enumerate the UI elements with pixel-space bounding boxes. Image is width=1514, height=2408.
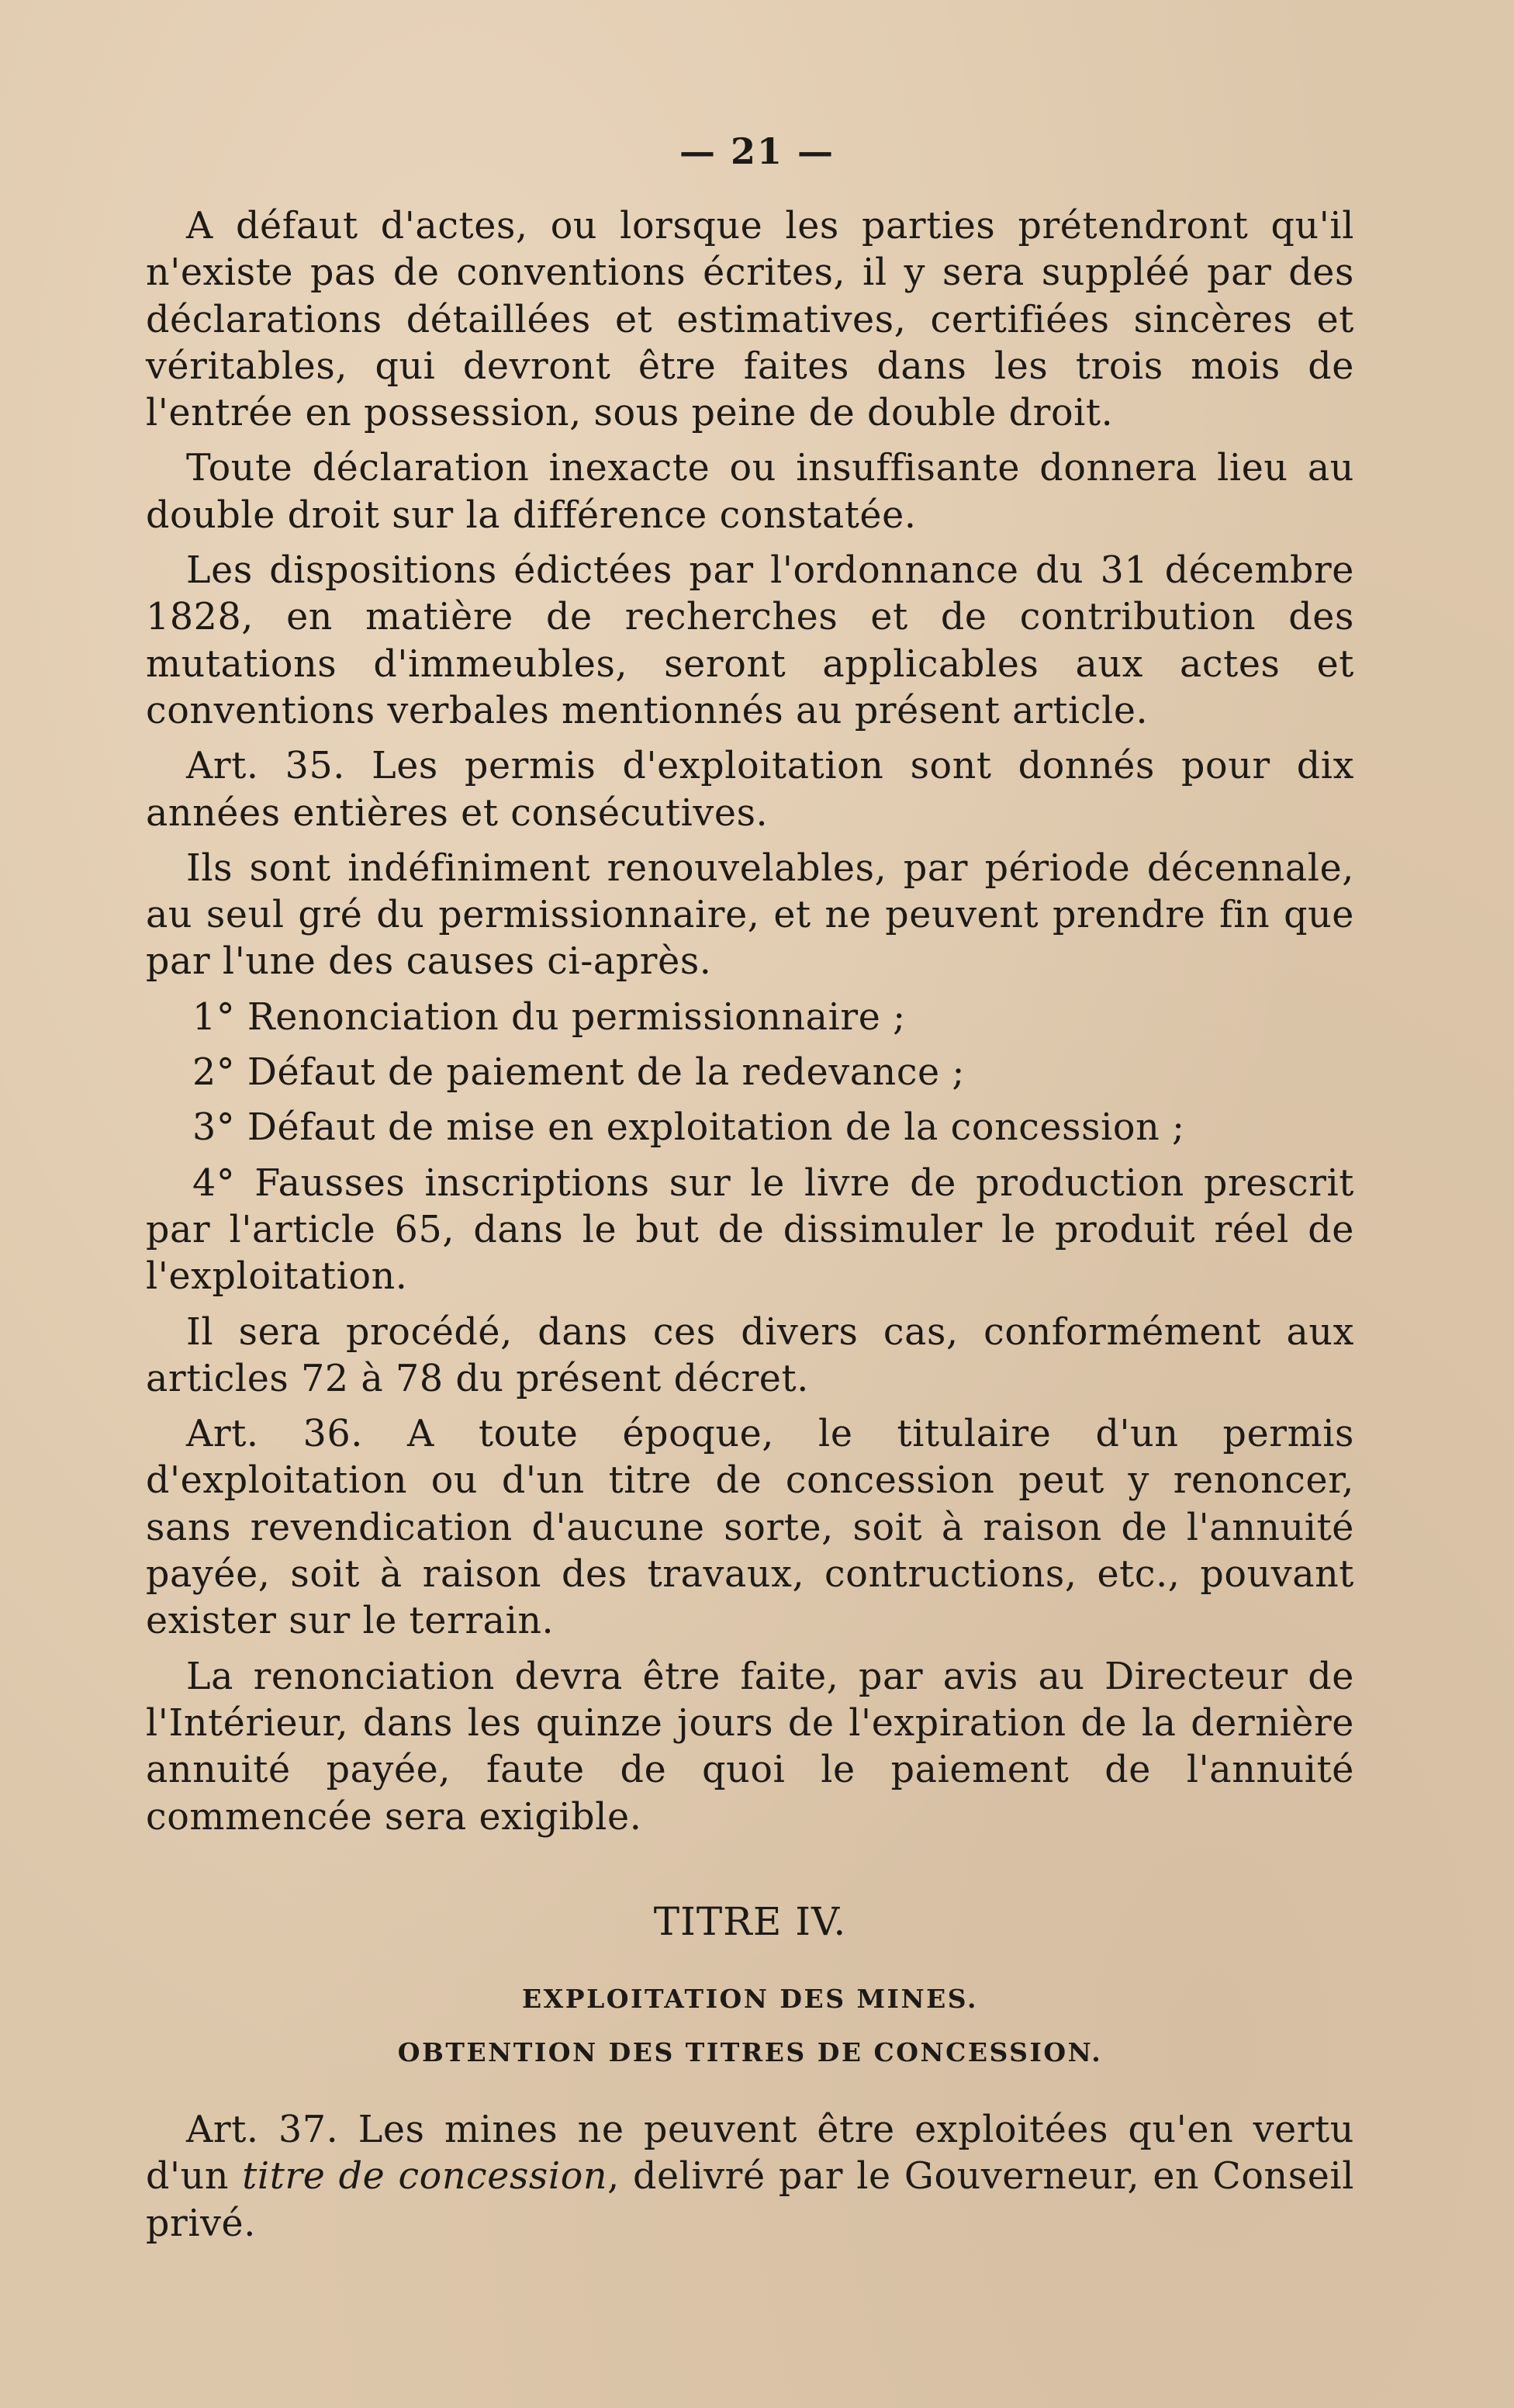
paragraph-art-35: Art. 35. Les permis d'exploitation sont donnés pour dix années entières et consécutives. xyxy=(146,745,1354,835)
art-37-tail: , delivré par le Gouverneur, en Conseil privé. xyxy=(146,2155,1354,2245)
list-item-3: 3° Défaut de mise en exploitation de la concession ; xyxy=(192,1106,1185,1150)
section-subtitle-obtention: OBTENTION DES TITRES DE CONCESSION. xyxy=(397,2037,1103,2067)
art-37-lead: Art. 37. Les mines ne peuvent être exploitées qu'en vertu d'un xyxy=(146,2109,1354,2199)
list-item-4: 4° Fausses inscriptions sur le livre de production prescrit par l'article 65, dans le but de dissimuler le produit réel de l'exploitation. xyxy=(146,1161,1354,1299)
paragraph-art-36: Art. 36. A toute époque, le titulaire d'un permis d'exploitation ou d'un titre de concession peut y renoncer, sans revendication d'aucune sorte, soit à raison de l'annuité payée, soit à raison des travaux, contructions, etc., pouvant exister sur le terrain. xyxy=(146,1413,1354,1643)
paragraph-actes: A défaut d'actes, ou lorsque les parties prétendront qu'il n'existe pas de conventions écrites, il y sera suppléé par des déclarations détaillées et estimatives, certifiées sincères et véritables, qui devront être faites dans les trois mois de l'entrée en possession, sous peine de double droit. xyxy=(146,205,1354,435)
section-title: TITRE IV. xyxy=(653,1899,847,1944)
article-37 xyxy=(146,2107,1354,2247)
art-37-italic-term: titre de concession xyxy=(242,2155,608,2199)
page-number: — 21 — xyxy=(679,130,835,172)
list-item-2: 2° Défaut de paiement de la redevance ; xyxy=(192,1051,966,1095)
paragraph-dispositions: Les dispositions édictées par l'ordonnance du 31 décembre 1828, en matière de recherches et de contribution des mutations d'immeubles, seront applicables aux actes et conventions verbales mentionnés au présent article. xyxy=(146,549,1354,732)
paragraph-renonciation: La renonciation devra être faite, par avis au Directeur de l'Intérieur, dans les quinze jours de l'expiration de la dernière annuité payée, faute de quoi le paiement de l'annuité commencée sera exigible. xyxy=(146,1655,1354,1839)
body-text xyxy=(146,203,1354,1849)
paragraph-renouvelables: Ils sont indéfiniment renouvelables, par période décennale, au seul gré du permissionnaire, et ne peuvent prendre fin que par l'une des causes ci-après. xyxy=(146,846,1354,984)
paragraph-art-37 xyxy=(146,2107,1354,2247)
paragraph-procede: Il sera procédé, dans ces divers cas, conformément aux articles 72 à 78 du présent décret. xyxy=(146,1310,1354,1400)
section-subtitle-exploitation: EXPLOITATION DES MINES. xyxy=(522,1984,978,2014)
paragraph-declaration-inexacte: Toute déclaration inexacte ou insuffisante donnera lieu au double droit sur la différence constatée. xyxy=(146,447,1354,537)
list-item-1: 1° Renonciation du permissionnaire ; xyxy=(192,995,906,1039)
